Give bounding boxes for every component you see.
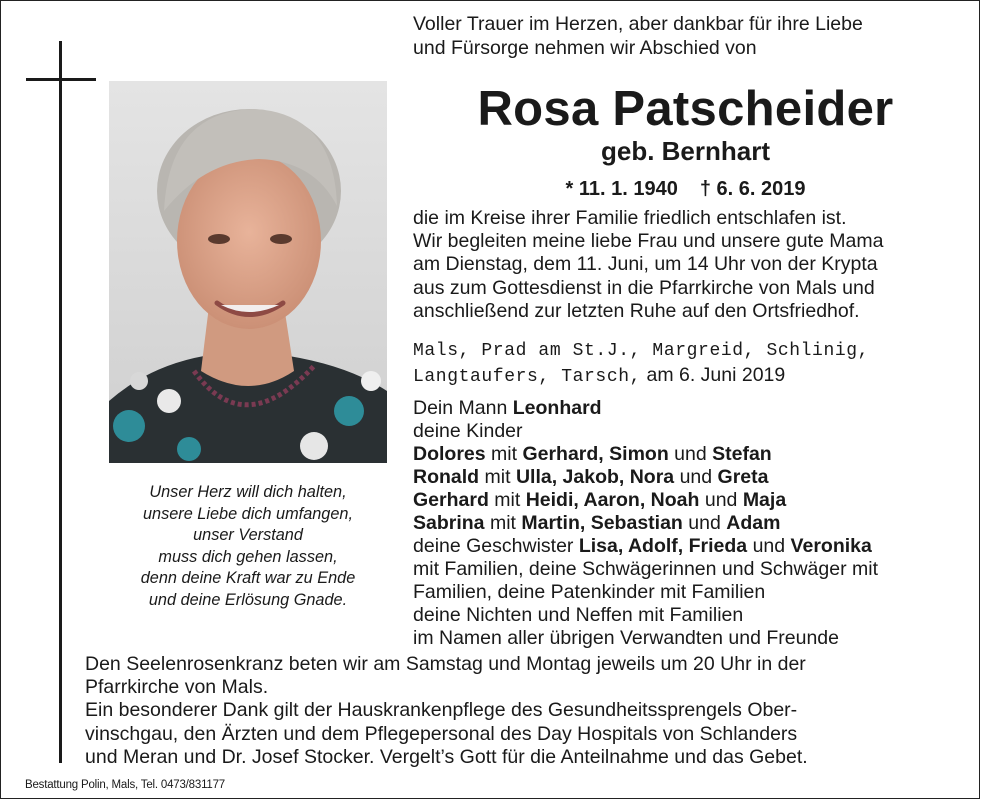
grandchild-last: Greta — [717, 466, 769, 488]
poem-line: unsere Liebe dich umfangen, — [143, 504, 353, 523]
connector: und — [688, 512, 721, 534]
intro-line: Voller Trauer im Herzen, aber dankbar für ihre Liebe — [413, 13, 863, 35]
children-label: deine Kinder — [413, 420, 523, 442]
intro-line: und Fürsorge nehmen wir Abschied von — [413, 37, 757, 59]
child-row — [413, 443, 958, 466]
cross-vertical-bar — [59, 41, 62, 763]
connector: mit — [489, 512, 516, 534]
siblings-names: Lisa, Adolf, Frieda — [578, 535, 748, 557]
connector: und — [679, 466, 713, 488]
connector: und — [752, 535, 786, 557]
closing-line: Ein besonderer Dank gilt der Hauskrankenpflege des Gesundheitssprengels Ober- — [85, 699, 798, 722]
body-line: am Dienstag, dem 11. Juni, um 14 Uhr von der Krypta — [413, 253, 878, 276]
body-line: aus zum Gottesdienst in die Pfarrkirche von Mals und — [413, 276, 875, 299]
husband-line — [413, 397, 958, 420]
body-line: Wir begleiten meine liebe Frau und unsere gute Mama — [413, 230, 884, 253]
child-row — [413, 466, 958, 489]
family-line: im Namen aller übrigen Verwandten und Freunde — [413, 627, 840, 649]
grandchildren: Heidi, Aaron, Noah — [525, 489, 700, 511]
birth-date: * 11. 1. 1940 — [565, 178, 678, 200]
closing-line: vinschgau, den Ärzten und dem Pflegepersonal des Day Hospitals von Schlanders — [85, 722, 798, 745]
portrait-photo — [109, 81, 387, 463]
poem-line: und deine Erlösung Gnade. — [148, 590, 348, 609]
death-date: † 6. 6. 2019 — [699, 178, 806, 200]
notice-date: am 6. Juni 2019 — [646, 363, 786, 386]
connector: und — [674, 443, 707, 465]
cross-horizontal-bar — [26, 78, 96, 81]
deceased-name: Rosa Patscheider — [477, 82, 894, 136]
grandchild-last: Adam — [726, 512, 781, 534]
poem-line: muss dich gehen lassen, — [158, 547, 338, 566]
child-name: Sabrina — [413, 512, 485, 534]
sibling-last: Veronika — [790, 535, 872, 557]
life-dates — [413, 175, 958, 203]
body-line: anschließend zur letzten Ruhe auf den Ortsfriedhof. — [413, 299, 860, 322]
connector: mit — [491, 443, 518, 465]
grandchildren: Martin, Sebastian — [521, 512, 683, 534]
husband-name: Leonhard — [512, 397, 602, 419]
maiden-name: geb. Bernhart — [600, 136, 771, 166]
connector: und — [704, 489, 738, 511]
closing-text — [85, 653, 965, 769]
memorial-poem — [109, 482, 387, 611]
closing-line: Den Seelenrosenkranz beten wir am Samstag und Montag jeweils um 20 Uhr in der — [85, 653, 806, 675]
husband-prefix: Dein Mann — [413, 397, 508, 419]
place-line-2 — [413, 364, 958, 390]
child-name: Ronald — [413, 466, 480, 488]
funeral-home-credit: Bestattung Polin, Mals, Tel. 0473/831177 — [25, 779, 225, 791]
poem-line: unser Verstand — [193, 526, 303, 544]
grandchildren: Ulla, Jakob, Nora — [515, 466, 675, 488]
grandchild-last: Maja — [742, 489, 787, 511]
intro-text — [413, 12, 958, 60]
child-name: Dolores — [413, 443, 486, 465]
child-name: Gerhard — [413, 489, 489, 511]
poem-line: Unser Herz will dich halten, — [149, 483, 347, 501]
grandchild-last: Stefan — [712, 443, 772, 465]
body-line: die im Kreise ihrer Familie friedlich entschlafen ist. — [413, 207, 847, 229]
poem-line: denn deine Kraft war zu Ende — [140, 569, 356, 587]
place-and-date — [413, 340, 958, 389]
mourners-list — [413, 397, 958, 650]
child-row — [413, 512, 958, 535]
connector: mit — [484, 466, 511, 488]
closing-line: und Meran und Dr. Josef Stocker. Vergelt’s Gott für die Anteilnahme und das Gebet. — [85, 745, 808, 768]
siblings-line — [413, 535, 958, 558]
siblings-prefix: deine Geschwister — [413, 535, 574, 557]
family-line: deine Nichten und Neffen mit Familien — [413, 604, 744, 626]
connector: mit — [494, 489, 521, 511]
closing-line: Pfarrkirche von Mals. — [85, 676, 269, 699]
family-line: Familien, deine Patenkinder mit Familien — [413, 581, 766, 603]
family-line: mit Familien, deine Schwägerinnen und Schwäger mit — [413, 558, 878, 580]
grandchildren: Gerhard, Simon — [522, 443, 669, 465]
place-line: Mals, Prad am St.J., Margreid, Schlinig, — [413, 341, 870, 361]
place-names: Langtaufers, Tarsch, — [413, 366, 642, 387]
funeral-details — [413, 207, 958, 323]
child-row — [413, 489, 958, 512]
